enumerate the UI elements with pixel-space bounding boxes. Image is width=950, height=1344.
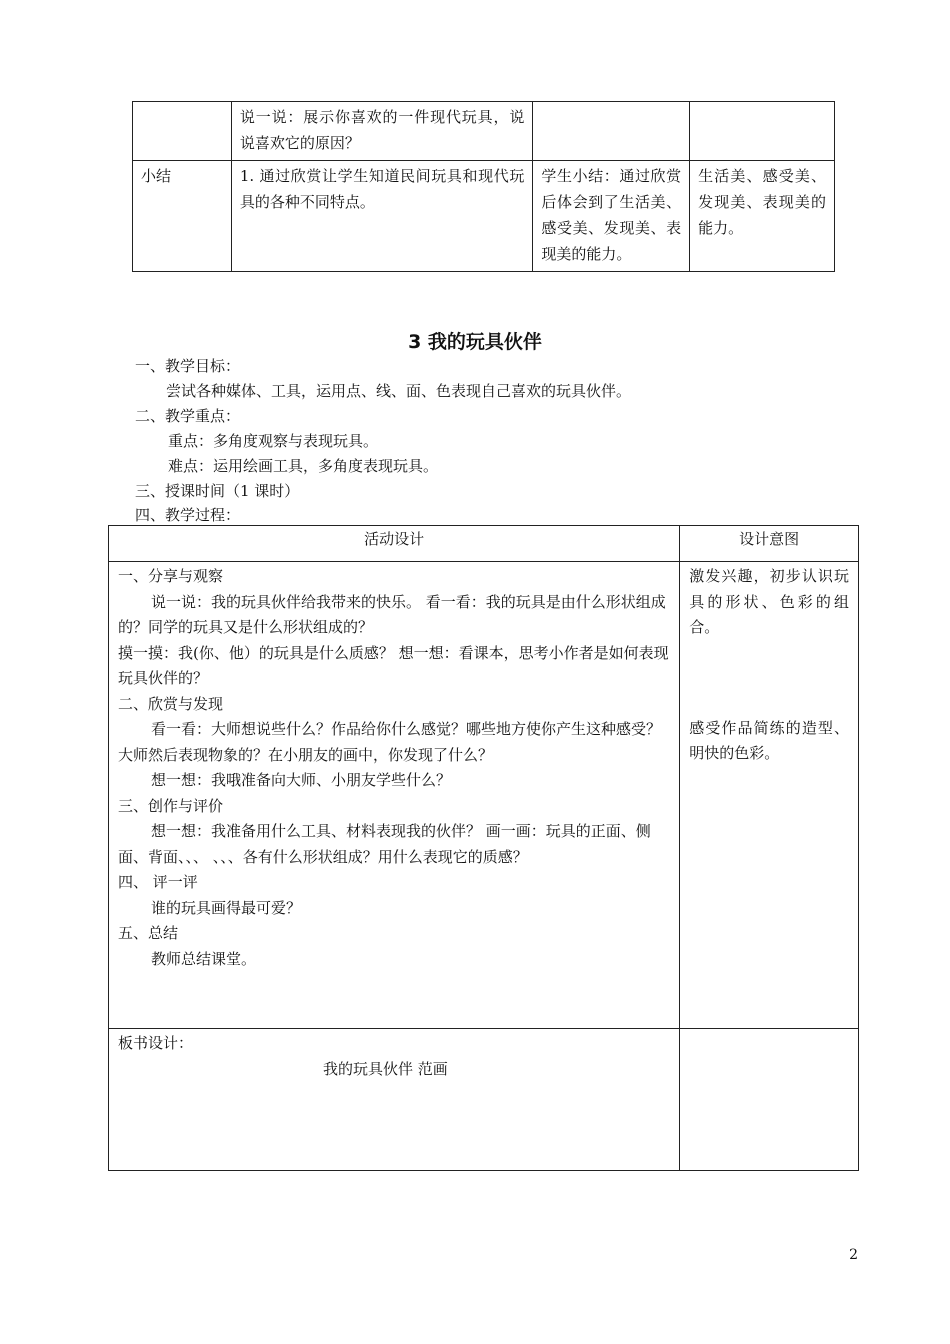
activity-heading: 五、总结 [118, 924, 179, 942]
table-cell [231, 161, 533, 272]
table-header-cell [680, 526, 859, 562]
activity-text: 摸一摸：我(你、他）的玩具是什么质感？ 想一想：看课本，思考小作者是如何表现玩具伙伴的？ [118, 643, 669, 687]
table-header-row [109, 526, 859, 562]
activity-text: 说一说：我的玩具伙伴给我带来的快乐。 看一看：我的玩具是由什么形状组成的？同学的玩具又是什么形状组成的？ [118, 592, 666, 636]
section-text: 尝试各种媒体、工具，运用点、线、面、色表现自己喜欢的玩具伙伴。 [166, 382, 632, 400]
table-cell [533, 161, 690, 272]
table-cell [133, 102, 232, 161]
activity-text: 谁的玩具画得最可爱？ [151, 898, 302, 917]
table-row [109, 1029, 859, 1171]
table-cell [680, 1029, 859, 1171]
table-cell [133, 161, 232, 272]
activity-text: 教师总结课堂。 [151, 949, 257, 968]
activity-heading: 三、创作与评价 [118, 796, 224, 815]
section-text: 重点：多角度观察与表现玩具。 [168, 432, 379, 450]
page-number: 2 [849, 1247, 858, 1263]
table-header-cell [109, 526, 680, 562]
section-heading: 四、教学过程： [135, 506, 241, 524]
section-heading: 二、教学重点： [135, 407, 241, 425]
table-row [133, 161, 835, 272]
board-label: 板书设计： [118, 1034, 194, 1052]
table-row [109, 562, 859, 1029]
activity-heading: 四、 评一评 [118, 873, 198, 891]
activity-text: 想一想：我哦准备向大师、小朋友学些什么？ [151, 771, 452, 789]
cell-text: 生活美、感受美、发现美、表现美的能力。 [698, 167, 826, 237]
intent-text: 感受作品简练的造型、明快的色彩。 [689, 718, 849, 762]
intent-text: 激发兴趣，初步认识玩具的形状、色彩的组合。 [689, 567, 849, 636]
table-cell [231, 102, 533, 161]
header-activity: 活动设计 [364, 530, 425, 548]
cell-text: 1. 通过欣赏让学生知道民间玩具和现代玩具的各种不同特点。 [239, 167, 525, 211]
activity-heading: 二、欣赏与发现 [118, 694, 224, 713]
table-cell [690, 102, 835, 161]
cell-text: 说一说：展示你喜欢的一件现代玩具，说说喜欢它的原因？ [239, 108, 525, 152]
cell-text: 小结 [141, 167, 172, 185]
header-intent: 设计意图 [739, 530, 800, 548]
intent-cell [680, 562, 859, 1029]
table-cell [533, 102, 690, 161]
activity-heading: 一、分享与观察 [118, 567, 224, 585]
activity-text: 看一看：大师想说些什么？作品给你什么感觉？哪些地方使你产生这种感受？大师然后表现物象的？在小朋友的画中，你发现了什么？ [118, 720, 662, 764]
top-table [132, 101, 835, 272]
lesson-title: 3 我的玩具伙伴 [408, 331, 542, 353]
table-row [133, 102, 835, 161]
cell-text: 学生小结：通过欣赏后体会到了生活美、感受美、发现美、表现美的能力。 [541, 167, 682, 263]
activity-cell [109, 562, 680, 1029]
table-cell [690, 161, 835, 272]
board-cell [109, 1029, 680, 1171]
section-heading: 一、教学目标： [135, 357, 241, 375]
activity-text: 想一想：我准备用什么工具、材料表现我的伙伴？ 画一画：玩具的正面、侧面、背面、、、 、、、各有什么形状组成？用什么表现它的质感？ [118, 822, 651, 866]
board-content: 我的玩具伙伴 范画 [323, 1059, 448, 1078]
section-heading: 三、授课时间（1 课时） [135, 482, 300, 500]
section-text: 难点：运用绘画工具，多角度表现玩具。 [168, 457, 439, 475]
lesson-table [108, 525, 859, 1171]
